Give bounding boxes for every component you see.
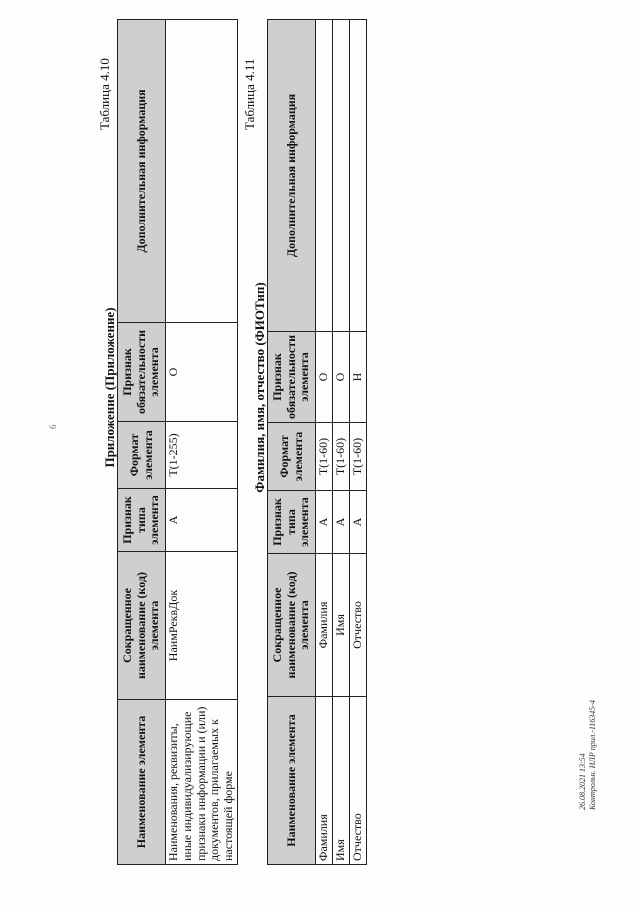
table-cell: А (350, 491, 367, 554)
table-cell: А (333, 491, 350, 554)
header-cell: Признак типа элемента (268, 491, 316, 554)
table-4-10-caption: Приложение (Приложение) (102, 307, 117, 468)
stamp-line-2: Контрольн. ИЛР прил.-116345-4 (588, 700, 597, 810)
header-cell: Наименование элемента (118, 700, 166, 865)
header-cell: Признак обязательности элемента (118, 323, 166, 422)
table-cell: Имя (333, 554, 350, 697)
table-4-11-caption: Фамилия, имя, отчество (ФИОТип) (252, 282, 267, 493)
header-cell: Признак обязательности элемента (268, 332, 316, 423)
table-4-11 (267, 19, 367, 865)
table-cell: Отчество (350, 697, 367, 865)
table-cell: Фамилия (316, 697, 333, 865)
table-cell: Отчество (350, 554, 367, 697)
table-4-11-label: Таблица 4.11 (242, 58, 257, 130)
table-cell (316, 20, 333, 332)
table-cell: T(1-255) (166, 422, 238, 489)
registration-stamp (578, 700, 598, 810)
table-row (333, 20, 350, 865)
table-4-10-label: Таблица 4.10 (97, 58, 112, 130)
table-cell: А (316, 491, 333, 554)
table-row (166, 20, 238, 865)
table-cell: Фамилия (316, 554, 333, 697)
table-cell: T(1-60) (316, 423, 333, 491)
table-4-10 (117, 19, 238, 865)
table-cell: Н (350, 332, 367, 423)
page-number: 6 (48, 424, 58, 429)
header-cell: Формат элемента (118, 422, 166, 489)
table-cell (350, 20, 367, 332)
table-cell: О (333, 332, 350, 423)
header-cell: Сокращенное наименование (код) элемента (268, 554, 316, 697)
header-cell: Наименование элемента (268, 697, 316, 865)
table-cell: Имя (333, 697, 350, 865)
table-cell: А (166, 489, 238, 552)
table-cell: О (166, 323, 238, 422)
table-row (350, 20, 367, 865)
table-cell (166, 20, 238, 323)
stamp-line-1: 26.08.2021 13:54 (578, 753, 587, 810)
table-cell: О (316, 332, 333, 423)
header-cell: Признак типа элемента (118, 489, 166, 552)
header-cell: Формат элемента (268, 423, 316, 491)
table-cell: T(1-60) (333, 423, 350, 491)
header-cell: Дополнительная информация (118, 20, 166, 323)
header-cell: Сокращенное наименование (код) элемента (118, 552, 166, 700)
table-row (316, 20, 333, 865)
table-cell: Наименования, реквизиты, иные индивидуализирующие признаки информации и (или) документов, прилагаемых к настоящей форме (166, 700, 238, 865)
table-cell: T(1-60) (350, 423, 367, 491)
header-cell: Дополнительная информация (268, 20, 316, 332)
table-cell: НаимРеквДок (166, 552, 238, 700)
table-cell (333, 20, 350, 332)
table-4-10-header-row (118, 20, 166, 865)
table-4-11-header-row (268, 20, 316, 865)
